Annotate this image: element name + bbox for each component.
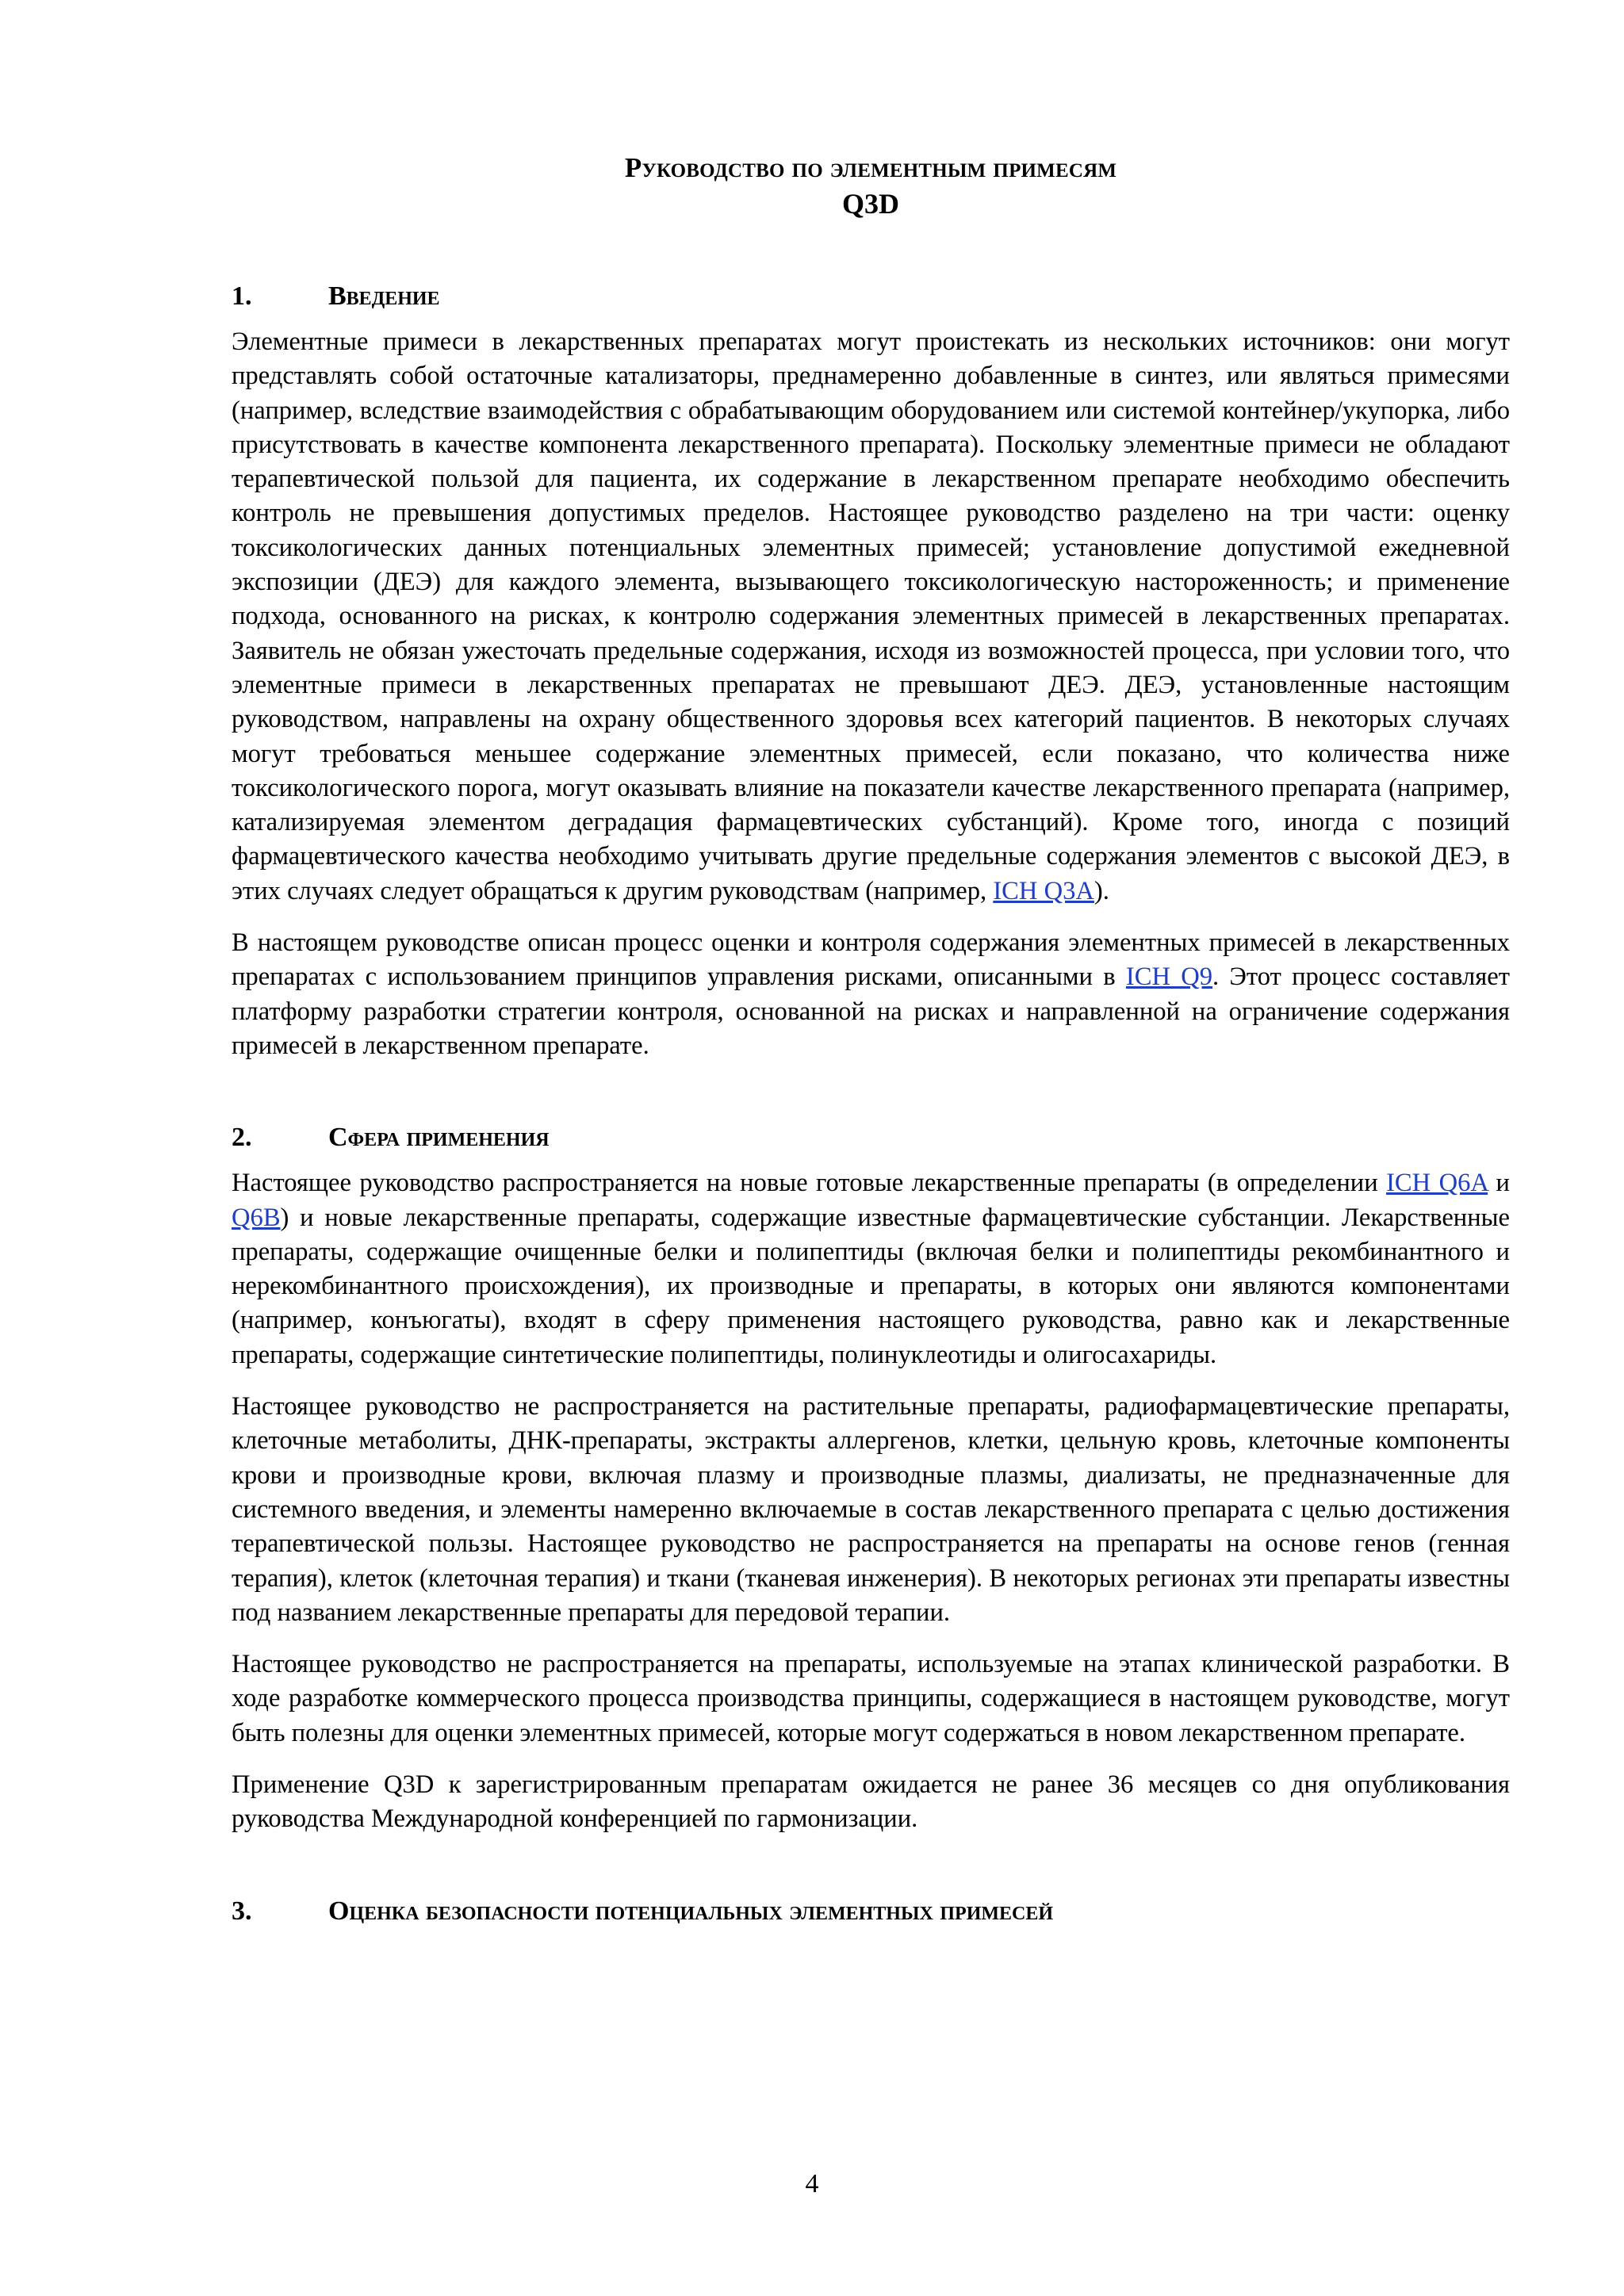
paragraph: Настоящее руководство распространяется на новые готовые лекарственные препараты (в определении ICH Q6A и Q6B) и новые лекарственные препараты, содержащие известные фармацевтические субстанции. Лекарственные препараты, содержащие очищенные белки и полипептиды (включая белки и полипептиды рекомбинантного и нерекомбинантного происхождения), их производные и препараты, в которых они являются компонентами (например, конъюгаты), входят в сферу применения настоящего руководства, равно как и лекарственные препараты, содержащие синтетические полипептиды, полинуклеотиды и олигосахариды. xyxy=(232,1169,1510,1369)
section-number: 1. xyxy=(232,281,252,311)
link-ich-q3a[interactable]: ICH Q3A xyxy=(993,876,1094,905)
link-ich-q6a[interactable]: ICH Q6A xyxy=(1386,1169,1488,1198)
document-title: Руководство по элементным примесям xyxy=(624,152,1117,183)
paragraph: Настоящее руководство не распространяется на растительные препараты, радиофармацевтические препараты, клеточные метаболиты, ДНК-препараты, экстракты аллергенов, клетки, цельную кровь, клеточные компоненты крови и производные крови, включая плазму и производные плазмы, диализаты, не предназначенные для системного введения, и элементы намеренно включаемые в состав лекарственного препарата с целью достижения терапевтической пользы. Настоящее руководство не распространяется на препараты на основе генов (генная терапия), клеток (клеточная терапия) и ткани (тканевая инженерия). В некоторых регионах эти препараты известны под названием лекарственные препараты для передовой терапии. xyxy=(232,1392,1510,1627)
paragraph: В настоящем руководстве описан процесс оценки и контроля содержания элементных примесей в лекарственных препаратах с использованием принципов управления рисками, описанными в ICH Q9. Этот процесс составляет платформу разработки стратегии контроля, основанной на рисках и направленной на ограничение содержания примесей в лекарственном препарате. xyxy=(232,928,1510,1060)
section-title: Сфера применения xyxy=(328,1123,550,1153)
paragraph: Элементные примеси в лекарственных препаратах могут проистекать из нескольких источников: они могут представлять собой остаточные катализаторы, преднамеренно добавленные в синтез, или являться примесями (например, вследствие взаимодействия с обрабатывающим оборудованием или системой контейнер/укупорка, либо присутствовать в качестве компонента лекарственного препарата). Поскольку элементные примеси не обладают терапевтической пользой для пациента, их содержание в лекарственном препарате необходимо обеспечить контроль не превышения допустимых пределов. Настоящее руководство разделено на три части: оценку токсикологических данных потенциальных элементных примесей; установление допустимой ежедневной экспозиции (ДЕЭ) для каждого элемента, вызывающего токсикологическую настороженность; и применение подхода, основанного на рисках, к контролю содержания элементных примесей в лекарственных препаратах. Заявитель не обязан ужесточать предельные содержания, исходя из возможностей процесса, при условии того, что элементные примеси в лекарственных препаратах не превышают ДЕЭ. ДЕЭ, установленные настоящим руководством, направлены на охрану общественного здоровья всех категорий пациентов. В некоторых случаях могут требоваться меньшее содержание элементных примесей, если показано, что количества ниже токсикологического порога, могут оказывать влияние на показатели качестве лекарственного препарата (например, катализируемая элементом деградация фармацевтических субстанций). Кроме того, иногда с позиций фармацевтического качества необходимо учитывать другие предельные содержания элементов с высокой ДЕЭ, в этих случаях следует обращаться к другим руководствам (например, ICH Q3A). xyxy=(232,327,1510,905)
paragraph: Применение Q3D к зарегистрированным препаратам ожидается не ранее 36 месяцев со дня опубликования руководства Международной конференцией по гармонизации. xyxy=(232,1770,1510,1834)
section-heading-scope xyxy=(232,1120,1510,1155)
section-title: Введение xyxy=(328,281,440,311)
page-number: 4 xyxy=(805,2169,819,2198)
section-heading-safety-assessment xyxy=(232,1894,1510,1929)
section-title: Оценка безопасности потенциальных элементных примесей xyxy=(328,1896,1054,1926)
link-q6b[interactable]: Q6B xyxy=(232,1203,281,1232)
paragraph: Настоящее руководство не распространяется на препараты, используемые на этапах клинической разработки. В ходе разработке коммерческого процесса производства принципы, содержащиеся в настоящем руководстве, могут быть полезны для оценки элементных примесей, которые могут содержаться в новом лекарственном препарате. xyxy=(232,1650,1510,1747)
link-ich-q9[interactable]: ICH Q9 xyxy=(1125,962,1213,992)
page-content xyxy=(232,151,1510,1940)
section-heading-introduction xyxy=(232,279,1510,314)
title-block xyxy=(232,151,1510,222)
section-number: 3. xyxy=(232,1896,252,1926)
document-code: Q3D xyxy=(842,188,899,220)
section-number: 2. xyxy=(232,1123,252,1153)
